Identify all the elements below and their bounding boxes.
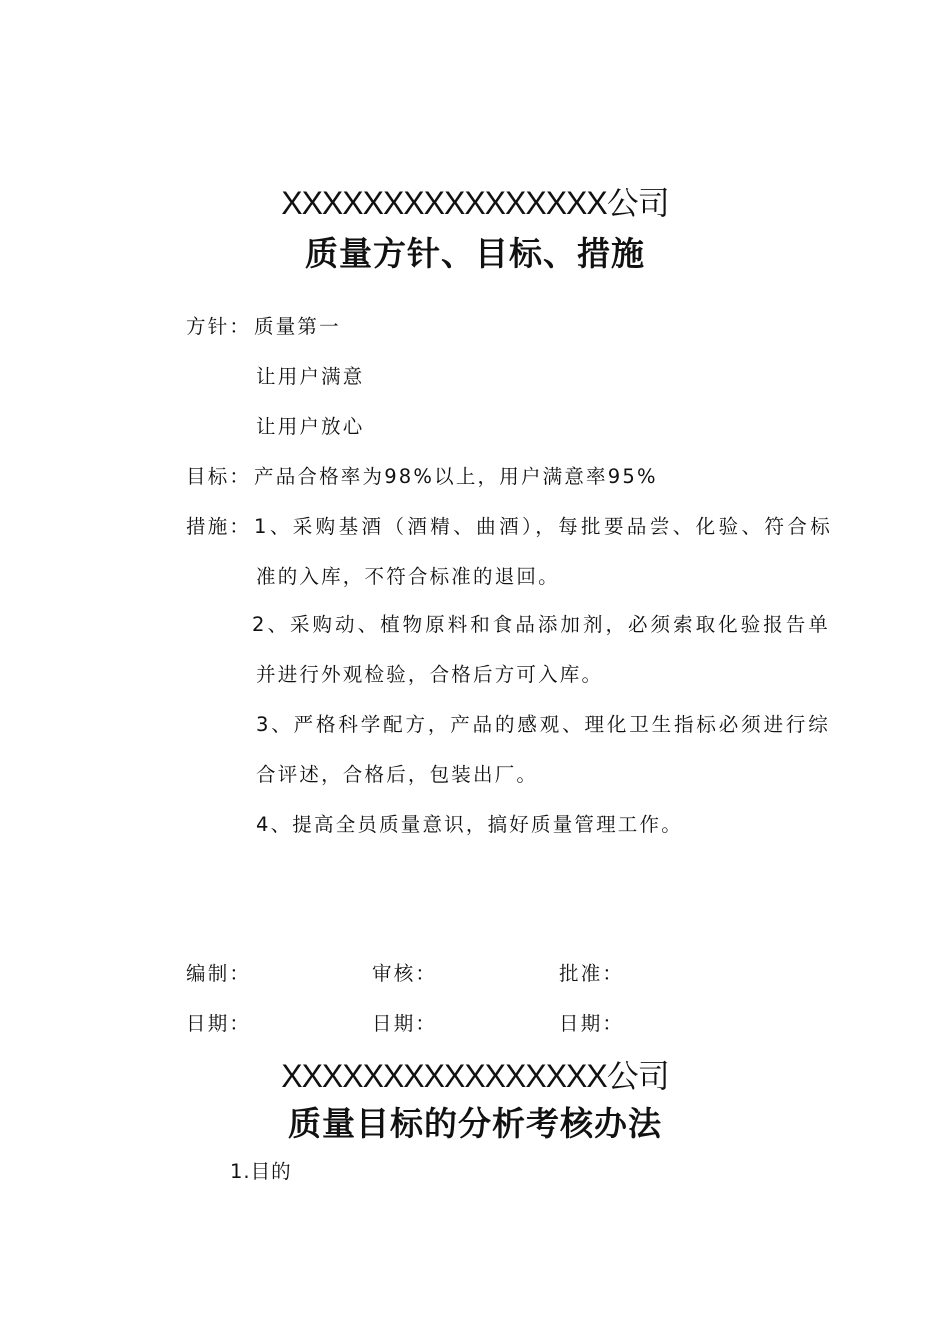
policy-label: 方针： xyxy=(186,315,252,338)
company-name-2: XXXXXXXXXXXXXXXX公司 xyxy=(281,1058,669,1094)
approved-by-label: 批准： xyxy=(559,962,625,985)
page-title: 质量方针、目标、措施 xyxy=(305,234,645,273)
section-2-item-1: 1.目的 xyxy=(230,1160,292,1183)
measure-1-line-2: 准的入库，不符合标准的退回。 xyxy=(256,565,560,588)
measures-label: 措施： xyxy=(186,515,252,538)
date-label-2: 日期： xyxy=(372,1012,438,1035)
measure-2-line-2: 并进行外观检验，合格后方可入库。 xyxy=(256,663,604,686)
target-label: 目标： xyxy=(186,465,252,488)
date-label-1: 日期： xyxy=(186,1012,252,1035)
target-text: 产品合格率为98%以上，用户满意率95% xyxy=(254,465,658,488)
policy-line-2: 让用户满意 xyxy=(256,365,365,388)
reviewed-by-label: 审核： xyxy=(372,962,438,985)
prepared-by-label: 编制： xyxy=(186,962,252,985)
measure-3-line-1: 3、严格科学配方，产品的感观、理化卫生指标必须进行综 xyxy=(256,713,830,736)
policy-line-1: 质量第一 xyxy=(254,315,341,338)
measure-3-line-2: 合评述，合格后，包装出厂。 xyxy=(256,763,539,786)
policy-line-3: 让用户放心 xyxy=(256,415,365,438)
company-name: XXXXXXXXXXXXXXXX公司 xyxy=(281,185,669,221)
measure-2-line-1: 2、采购动、植物原料和食品添加剂，必须索取化验报告单 xyxy=(252,613,830,636)
measure-4-line-1: 4、提高全员质量意识，搞好质量管理工作。 xyxy=(256,813,683,836)
section-2-title: 质量目标的分析考核办法 xyxy=(288,1104,662,1143)
date-label-3: 日期： xyxy=(559,1012,625,1035)
measure-1-line-1: 1、采购基酒（酒精、曲酒），每批要品尝、化验、符合标 xyxy=(254,515,832,538)
